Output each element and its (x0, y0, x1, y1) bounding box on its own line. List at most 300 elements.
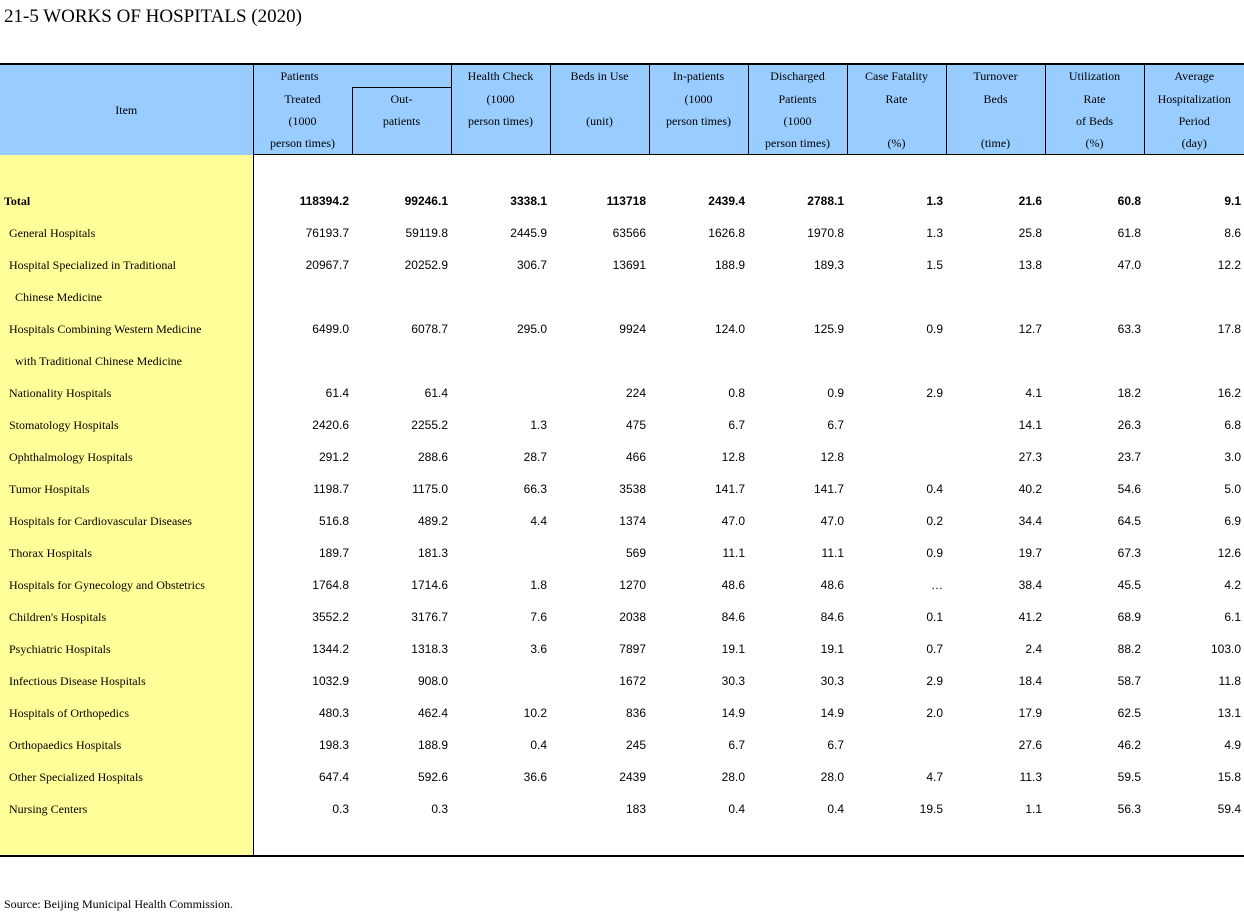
value-cell: 6499.0 (312, 322, 349, 336)
header-outpatients: Out- (352, 88, 451, 111)
header-discharged-unit-2: person times) (748, 132, 847, 155)
value-cell: 15.8 (1217, 770, 1241, 784)
table-body (0, 155, 1244, 857)
value-cell: 183 (625, 802, 646, 816)
value-cell: 3.0 (1224, 450, 1241, 464)
value-cell: 0.4 (530, 738, 547, 752)
value-cell: 12.2 (1217, 258, 1241, 272)
empty-cell (253, 345, 352, 377)
value-cell: 21.6 (1018, 194, 1042, 208)
value-cell: 3338.1 (510, 194, 547, 208)
spacer-cell (649, 155, 748, 186)
header-outpatients-blank (352, 132, 451, 155)
table-row-continuation (0, 345, 1244, 377)
value-cell: 2.9 (926, 674, 943, 688)
empty-cell (1144, 281, 1244, 313)
value-cell: 3.6 (530, 642, 547, 656)
value-cell: 16.2 (1217, 386, 1241, 400)
header-discharged-2: Patients (748, 88, 847, 111)
row-label: Other Specialized Hospitals (0, 761, 253, 793)
value-cell: 12.8 (820, 450, 844, 464)
header-turnover-blank (946, 110, 1045, 132)
header-beds-in-use-unit: (unit) (550, 110, 649, 132)
row-label: Nationality Hospitals (0, 377, 253, 409)
empty-cell (352, 281, 451, 313)
value-cell: 68.9 (1117, 610, 1141, 624)
hospital-works-table (0, 63, 1244, 857)
value-cell: 7897 (619, 642, 646, 656)
header-utilization-3: of Beds (1045, 110, 1144, 132)
value-cell: 14.1 (1018, 418, 1042, 432)
value-cell: 48.6 (721, 578, 745, 592)
value-cell: 188.9 (714, 258, 745, 272)
value-cell: 19.1 (820, 642, 844, 656)
header-beds-blank (550, 132, 649, 155)
spacer-cell (352, 825, 451, 856)
value-cell: 1032.9 (312, 674, 349, 688)
header-average-3: Period (1144, 110, 1244, 132)
value-cell: 27.3 (1018, 450, 1042, 464)
value-cell: 84.6 (721, 610, 745, 624)
value-cell: 30.3 (820, 674, 844, 688)
spacer-row (0, 825, 1244, 856)
empty-cell (847, 345, 946, 377)
value-cell: 2439.4 (708, 194, 745, 208)
value-cell: 47.0 (721, 514, 745, 528)
page-title: 21-5 WORKS OF HOSPITALS (2020) (4, 6, 302, 27)
empty-cell (748, 345, 847, 377)
value-cell: 58.7 (1117, 674, 1141, 688)
row-label-continuation: with Traditional Chinese Medicine (0, 345, 253, 377)
table-row (0, 249, 1244, 281)
header-health-check-unit-2: person times) (451, 110, 550, 132)
empty-cell (1045, 345, 1144, 377)
value-cell (451, 377, 550, 409)
row-label: Hospitals for Gynecology and Obstetrics (0, 569, 253, 601)
value-cell: 113718 (606, 194, 646, 208)
value-cell: 60.8 (1117, 194, 1141, 208)
value-cell: 6.1 (1224, 610, 1241, 624)
value-cell: 66.3 (523, 482, 547, 496)
value-cell: 67.3 (1117, 546, 1141, 560)
header-utilization-unit: (%) (1045, 132, 1144, 155)
table-row (0, 377, 1244, 409)
value-cell: 36.6 (523, 770, 547, 784)
row-label: Nursing Centers (0, 793, 253, 825)
value-cell: 28.7 (523, 450, 547, 464)
empty-cell (1144, 345, 1244, 377)
value-cell: … (931, 578, 943, 592)
spacer-cell (352, 155, 451, 186)
header-case-fatality-2: Rate (847, 88, 946, 111)
value-cell: 1.3 (530, 418, 547, 432)
empty-cell (748, 281, 847, 313)
value-cell: 1344.2 (312, 642, 349, 656)
empty-cell (550, 281, 649, 313)
spacer-cell (550, 155, 649, 186)
value-cell: 59.5 (1117, 770, 1141, 784)
value-cell: 1714.6 (411, 578, 448, 592)
value-cell: 1626.8 (708, 226, 745, 240)
value-cell: 0.9 (926, 322, 943, 336)
value-cell: 0.9 (926, 546, 943, 560)
value-cell: 18.4 (1018, 674, 1042, 688)
value-cell: 198.3 (318, 738, 349, 752)
value-cell: 836 (625, 706, 646, 720)
spacer-cell (847, 825, 946, 856)
value-cell: 0.4 (728, 802, 745, 816)
table-header (0, 64, 1244, 155)
value-cell: 0.1 (926, 610, 943, 624)
value-cell: 0.9 (827, 386, 844, 400)
header-average: Average (1144, 64, 1244, 88)
spacer-cell (253, 155, 352, 186)
value-cell: 63.3 (1117, 322, 1141, 336)
value-cell: 291.2 (318, 450, 349, 464)
header-average-2: Hospitalization (1144, 88, 1244, 111)
spacer-cell (946, 825, 1045, 856)
spacer-cell (649, 825, 748, 856)
value-cell: 2038 (619, 610, 646, 624)
total-row (0, 185, 1244, 217)
value-cell: 1.3 (926, 226, 943, 240)
row-label: Infectious Disease Hospitals (0, 665, 253, 697)
value-cell: 647.4 (318, 770, 349, 784)
row-label: Hospitals for Cardiovascular Diseases (0, 505, 253, 537)
value-cell: 295.0 (516, 322, 547, 336)
header-inpatients-unit-2: person times) (649, 110, 748, 132)
table-row (0, 601, 1244, 633)
spacer-cell (748, 825, 847, 856)
value-cell: 62.5 (1117, 706, 1141, 720)
header-health-check: Health Check (451, 64, 550, 88)
table-row (0, 409, 1244, 441)
value-cell: 59119.8 (405, 226, 448, 240)
value-cell: 23.7 (1117, 450, 1141, 464)
value-cell: 0.7 (926, 642, 943, 656)
header-treated-unit-2: person times) (253, 132, 352, 155)
value-cell: 224 (625, 386, 646, 400)
table-row (0, 729, 1244, 761)
value-cell: 0.4 (827, 802, 844, 816)
value-cell: 9.1 (1224, 194, 1241, 208)
spacer-cell (451, 155, 550, 186)
value-cell: 6.7 (728, 418, 745, 432)
value-cell: 1318.3 (411, 642, 448, 656)
value-cell: 1270 (619, 578, 646, 592)
value-cell: 11.8 (1218, 674, 1241, 688)
value-cell: 1.1 (1025, 802, 1042, 816)
value-cell: 2445.9 (510, 226, 547, 240)
header-case-fatality: Case Fatality (847, 64, 946, 88)
row-label: Hospital Specialized in Traditional (0, 249, 253, 281)
value-cell: 592.6 (417, 770, 448, 784)
value-cell: 0.4 (926, 482, 943, 496)
value-cell: 34.4 (1018, 514, 1042, 528)
empty-cell (649, 281, 748, 313)
spacer-cell (451, 825, 550, 856)
value-cell: 1672 (619, 674, 646, 688)
value-cell: 3552.2 (312, 610, 349, 624)
header-item: Item (0, 64, 253, 155)
spacer-cell (1144, 155, 1244, 186)
value-cell: 1175.0 (412, 482, 448, 496)
value-cell: 0.8 (728, 386, 745, 400)
value-cell: 20967.7 (305, 258, 349, 272)
value-cell: 14.9 (820, 706, 844, 720)
value-cell: 1.8 (530, 578, 547, 592)
value-cell: 516.8 (318, 514, 349, 528)
header-beds-in-use-blank (550, 88, 649, 111)
header-case-fatality-blank (847, 110, 946, 132)
value-cell: 2.9 (926, 386, 943, 400)
value-cell: 20252.9 (404, 258, 448, 272)
header-beds-in-use: Beds in Use (550, 64, 649, 88)
header-outpatients-2: patients (352, 110, 451, 132)
spacer-cell (550, 825, 649, 856)
header-treated: Treated (253, 88, 352, 111)
empty-cell (352, 345, 451, 377)
value-cell: 12.8 (721, 450, 745, 464)
row-label: Total (0, 185, 253, 217)
header-health-check-unit: (1000 (451, 88, 550, 111)
table-row (0, 569, 1244, 601)
row-label: Tumor Hospitals (0, 473, 253, 505)
spacer-cell (253, 825, 352, 856)
header-discharged: Discharged (748, 64, 847, 88)
header-turnover-2: Beds (946, 88, 1045, 111)
source-note: Source: Beijing Municipal Health Commission. (4, 897, 233, 911)
table-row (0, 313, 1244, 345)
value-cell: 9924 (619, 322, 646, 336)
value-cell: 2439 (619, 770, 646, 784)
value-cell: 1.3 (926, 194, 943, 208)
value-cell: 8.6 (1224, 226, 1241, 240)
empty-cell (847, 281, 946, 313)
value-cell: 141.7 (714, 482, 745, 496)
value-cell: 6.8 (1224, 418, 1241, 432)
value-cell (847, 409, 946, 441)
value-cell: 11.3 (1019, 770, 1042, 784)
header-treated-unit: (1000 (253, 110, 352, 132)
value-cell: 26.3 (1117, 418, 1141, 432)
value-cell: 27.6 (1018, 738, 1042, 752)
header-turnover: Turnover (946, 64, 1045, 88)
header-turnover-unit: (time) (946, 132, 1045, 155)
row-label: Thorax Hospitals (0, 537, 253, 569)
value-cell: 61.4 (325, 386, 349, 400)
empty-cell (649, 345, 748, 377)
value-cell: 118394.2 (299, 194, 349, 208)
value-cell: 30.3 (721, 674, 745, 688)
spacer-cell (1144, 825, 1244, 856)
value-cell: 189.3 (813, 258, 844, 272)
value-cell: 10.2 (523, 706, 547, 720)
value-cell: 11.1 (821, 546, 844, 560)
value-cell: 6078.7 (411, 322, 448, 336)
value-cell (847, 441, 946, 473)
header-case-fatality-unit: (%) (847, 132, 946, 155)
row-label: Children's Hospitals (0, 601, 253, 633)
value-cell: 61.4 (424, 386, 448, 400)
empty-cell (550, 345, 649, 377)
empty-cell (451, 281, 550, 313)
value-cell: 48.6 (820, 578, 844, 592)
value-cell: 84.6 (820, 610, 844, 624)
value-cell: 462.4 (417, 706, 448, 720)
value-cell: 56.3 (1117, 802, 1141, 816)
value-cell: 4.9 (1224, 738, 1241, 752)
value-cell: 306.7 (516, 258, 547, 272)
value-cell: 11.1 (722, 546, 745, 560)
value-cell: 17.9 (1018, 706, 1042, 720)
value-cell: 13.8 (1018, 258, 1042, 272)
value-cell: 76193.7 (305, 226, 349, 240)
table-row (0, 441, 1244, 473)
header-utilization-2: Rate (1045, 88, 1144, 111)
row-label: Ophthalmology Hospitals (0, 441, 253, 473)
spacer-cell (1045, 825, 1144, 856)
header-utilization: Utilization (1045, 64, 1144, 88)
table-row (0, 633, 1244, 665)
header-inpatients-unit: (1000 (649, 88, 748, 111)
empty-cell (253, 281, 352, 313)
row-label: Psychiatric Hospitals (0, 633, 253, 665)
spacer-cell (1045, 155, 1144, 186)
value-cell: 1198.7 (313, 482, 349, 496)
value-cell: 480.3 (318, 706, 349, 720)
value-cell: 2420.6 (312, 418, 349, 432)
value-cell: 63566 (612, 226, 646, 240)
value-cell: 88.2 (1117, 642, 1141, 656)
row-label: Hospitals of Orthopedics (0, 697, 253, 729)
value-cell: 908.0 (417, 674, 448, 688)
value-cell (847, 729, 946, 761)
table-row (0, 761, 1244, 793)
spacer-cell (748, 155, 847, 186)
value-cell: 2.0 (926, 706, 943, 720)
value-cell: 28.0 (820, 770, 844, 784)
value-cell: 0.3 (332, 802, 349, 816)
table-row (0, 505, 1244, 537)
empty-cell (451, 345, 550, 377)
header-discharged-unit: (1000 (748, 110, 847, 132)
value-cell: 1970.8 (807, 226, 844, 240)
value-cell: 2.4 (1025, 642, 1042, 656)
value-cell: 569 (625, 546, 646, 560)
value-cell: 19.7 (1018, 546, 1042, 560)
table-row-continuation (0, 281, 1244, 313)
value-cell: 17.8 (1217, 322, 1241, 336)
row-label: Stomatology Hospitals (0, 409, 253, 441)
value-cell: 47.0 (1117, 258, 1141, 272)
spacer-cell (847, 155, 946, 186)
empty-cell (946, 281, 1045, 313)
table-row (0, 537, 1244, 569)
header-health-check-blank (451, 132, 550, 155)
value-cell: 181.3 (417, 546, 448, 560)
value-cell: 6.7 (827, 738, 844, 752)
table-row (0, 665, 1244, 697)
value-cell: 189.7 (318, 546, 349, 560)
header-patients-group: Patients (253, 64, 451, 88)
value-cell: 475 (625, 418, 646, 432)
row-label: Orthopaedics Hospitals (0, 729, 253, 761)
value-cell: 6.9 (1224, 514, 1241, 528)
value-cell: 19.5 (919, 802, 943, 816)
value-cell: 0.3 (431, 802, 448, 816)
value-cell: 25.8 (1018, 226, 1042, 240)
header-inpatients-blank (649, 132, 748, 155)
value-cell: 466 (625, 450, 646, 464)
value-cell: 4.2 (1224, 578, 1241, 592)
value-cell: 103.0 (1210, 642, 1241, 656)
value-cell: 40.2 (1018, 482, 1042, 496)
value-cell: 3176.7 (411, 610, 448, 624)
value-cell: 288.6 (417, 450, 448, 464)
value-cell: 1374 (619, 514, 646, 528)
value-cell: 99246.1 (404, 194, 448, 208)
value-cell: 124.0 (714, 322, 745, 336)
empty-cell (1045, 281, 1144, 313)
header-inpatients: In-patients (649, 64, 748, 88)
value-cell: 5.0 (1224, 482, 1241, 496)
row-label-continuation: Chinese Medicine (0, 281, 253, 313)
value-cell: 2788.1 (807, 194, 844, 208)
value-cell: 141.7 (813, 482, 844, 496)
table-row (0, 217, 1244, 249)
row-label: General Hospitals (0, 217, 253, 249)
spacer-cell (0, 825, 253, 856)
value-cell: 0.2 (926, 514, 943, 528)
value-cell: 6.7 (827, 418, 844, 432)
table-row (0, 793, 1244, 825)
value-cell: 1764.8 (312, 578, 349, 592)
table-row (0, 473, 1244, 505)
value-cell: 46.2 (1117, 738, 1141, 752)
value-cell: 13691 (612, 258, 646, 272)
value-cell: 19.1 (721, 642, 745, 656)
value-cell (451, 665, 550, 697)
value-cell: 59.4 (1217, 802, 1241, 816)
header-average-unit: (day) (1144, 132, 1244, 155)
empty-cell (946, 345, 1045, 377)
value-cell: 47.0 (820, 514, 844, 528)
value-cell: 41.2 (1018, 610, 1042, 624)
value-cell: 12.6 (1217, 546, 1241, 560)
row-label: Hospitals Combining Western Medicine (0, 313, 253, 345)
value-cell: 2255.2 (411, 418, 448, 432)
value-cell: 4.4 (530, 514, 547, 528)
value-cell: 13.1 (1217, 706, 1241, 720)
value-cell (451, 793, 550, 825)
value-cell: 7.6 (530, 610, 547, 624)
value-cell: 1.5 (926, 258, 943, 272)
value-cell: 4.7 (926, 770, 943, 784)
value-cell: 245 (625, 738, 646, 752)
value-cell: 3538 (619, 482, 646, 496)
value-cell: 4.1 (1025, 386, 1042, 400)
value-cell: 14.9 (721, 706, 745, 720)
value-cell: 489.2 (417, 514, 448, 528)
value-cell: 64.5 (1117, 514, 1141, 528)
value-cell: 54.6 (1117, 482, 1141, 496)
value-cell (451, 537, 550, 569)
value-cell: 38.4 (1018, 578, 1042, 592)
value-cell: 125.9 (813, 322, 844, 336)
value-cell: 18.2 (1117, 386, 1141, 400)
spacer-cell (946, 155, 1045, 186)
